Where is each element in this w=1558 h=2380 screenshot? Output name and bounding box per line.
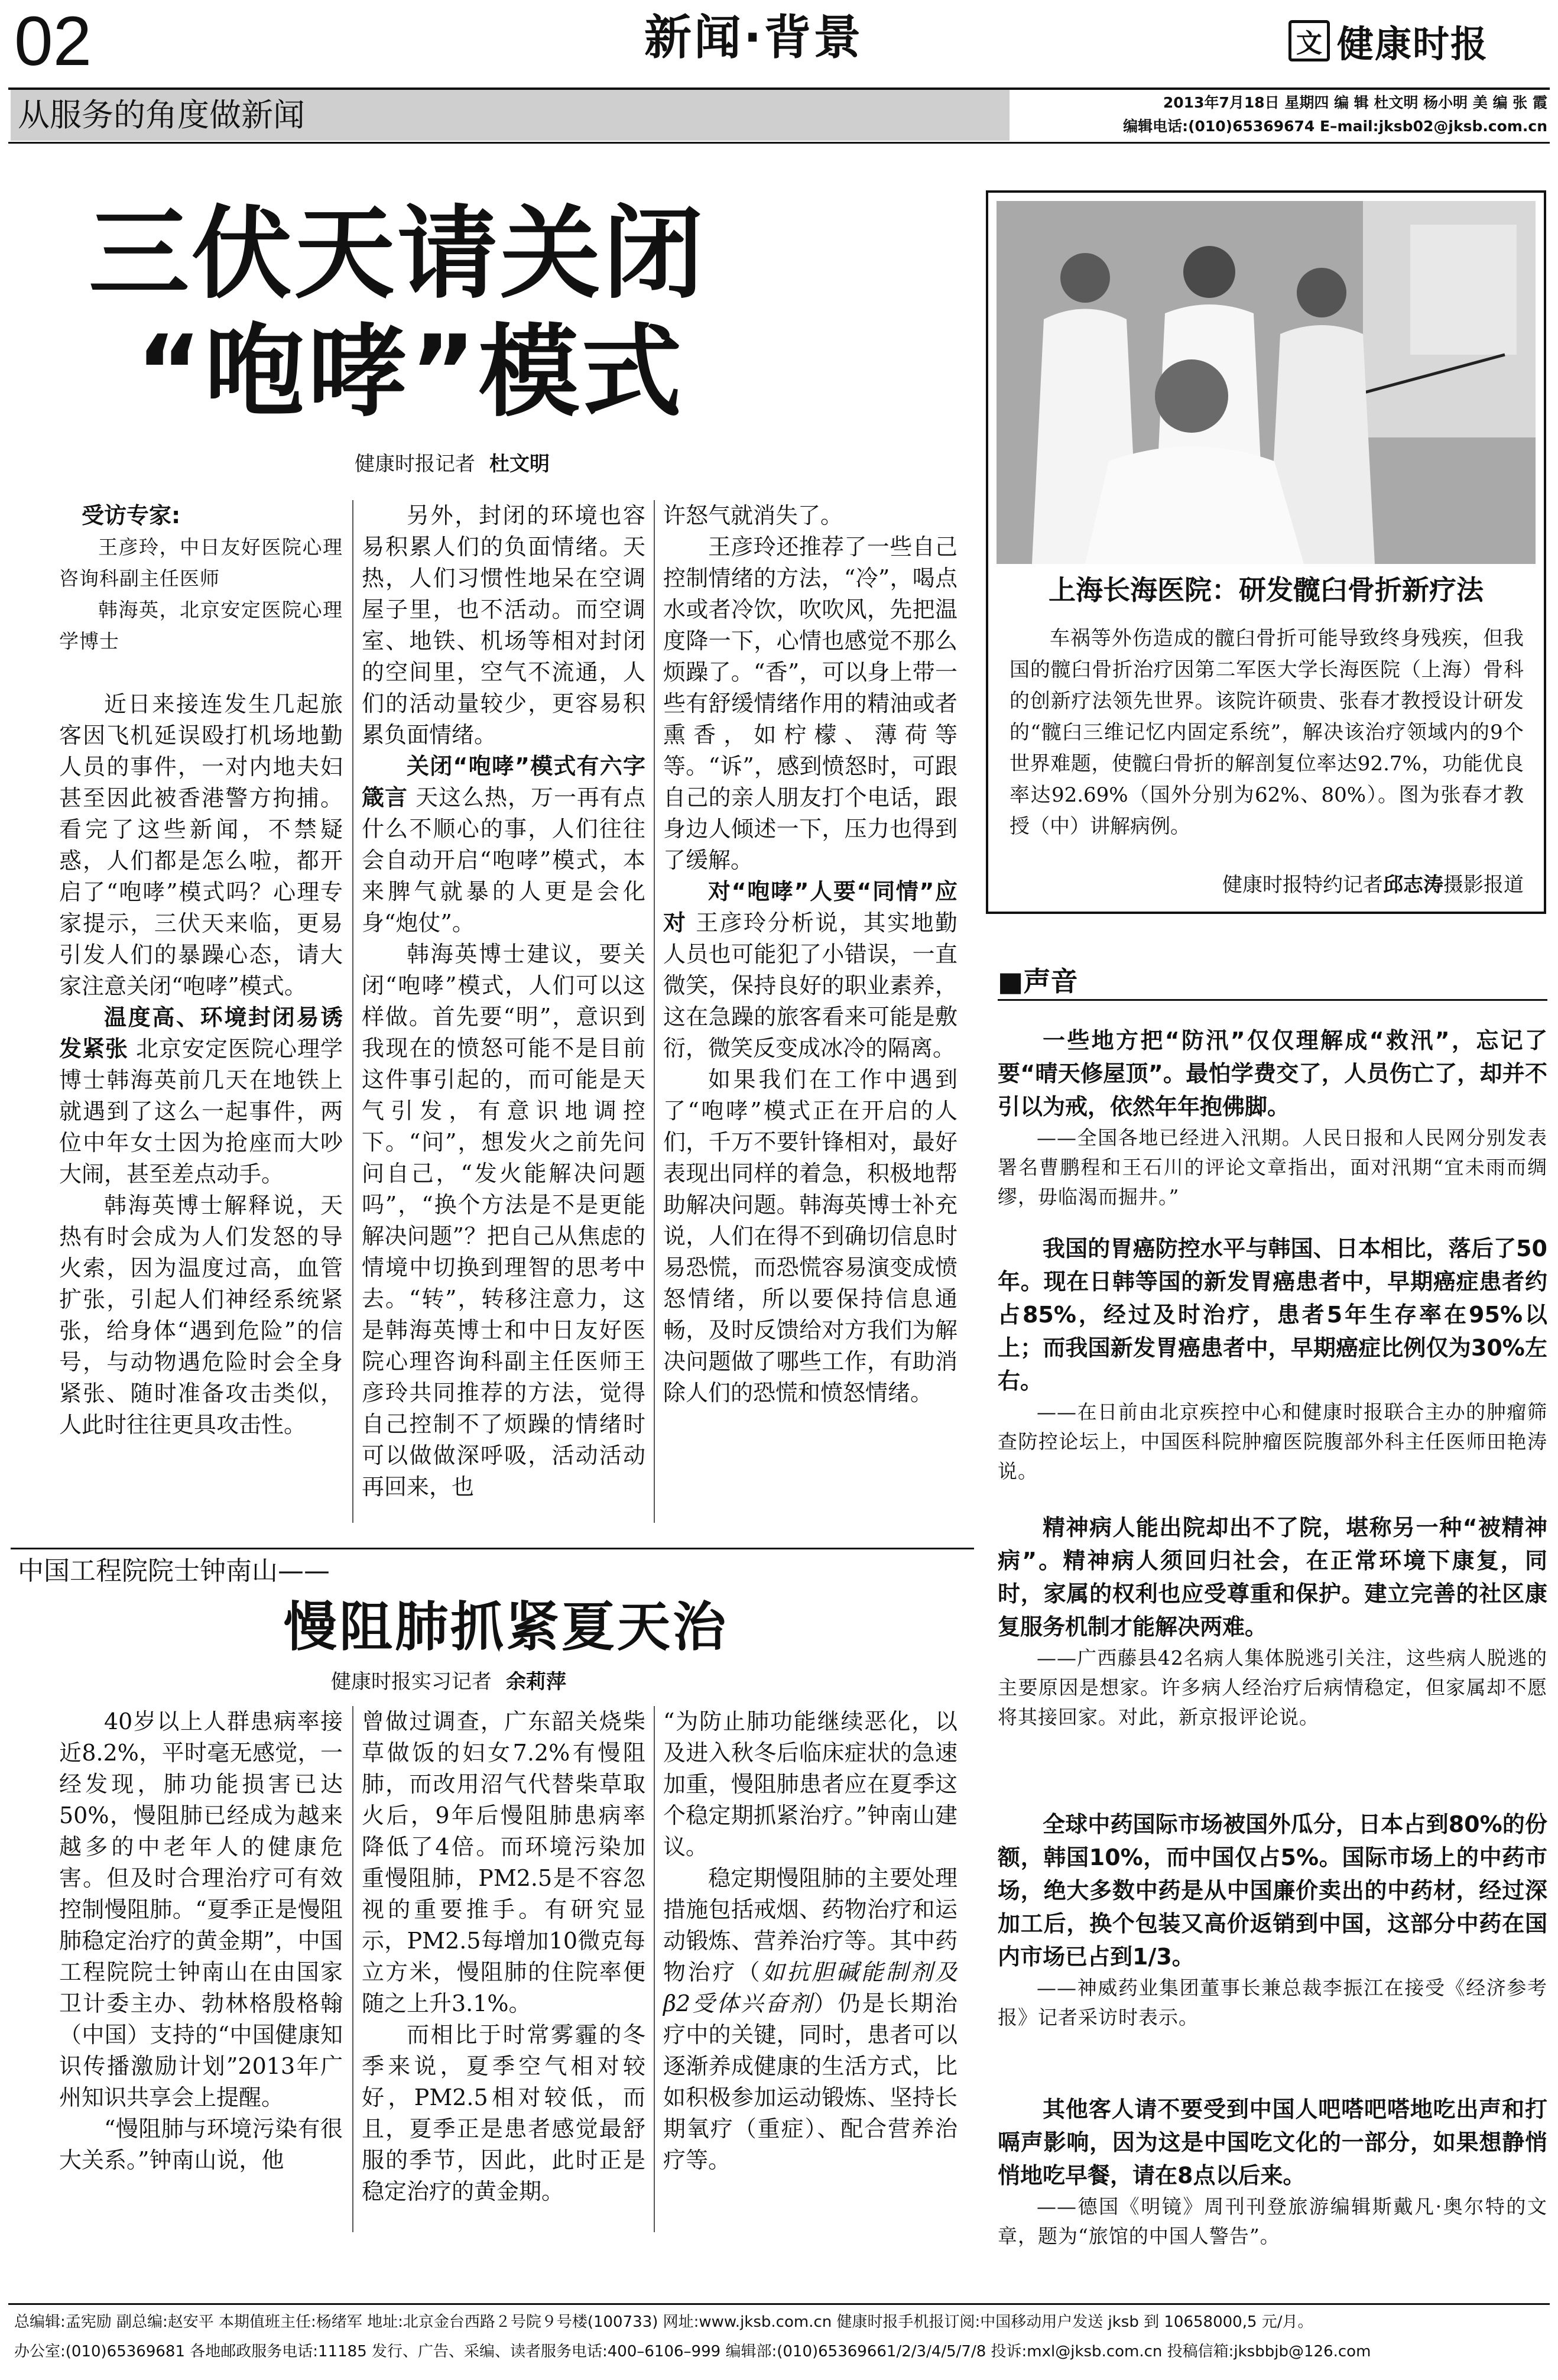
voice-source: ——广西藤县42名病人集体脱逃引关注，这些病人脱逃的主要原因是想家。许多病人经治疗后病情稳定，但家属却不愿将其接回家。对此，新京报评论说。	[998, 1646, 1547, 1729]
photo-credit-label: 健康时报特约记者	[1222, 873, 1383, 897]
article1-paragraph: 如果我们在工作中遇到了“咆哮”模式正在开启的人们，千万不要针锋相对，最好表现出同样的着急，积极地帮助解决问题。韩海英博士补充说，人们在得不到确切信息时易恐慌，而恐慌容易演变成愤怒情绪，所以要保持信息通畅，及时反馈给对方我们为解决问题做了哪些工作，有助消除人们的恐慌和愤怒情绪。	[663, 1066, 957, 1406]
article2-rule	[11, 1548, 974, 1549]
article1-paragraph: 韩海英博士解释说，天热有时会成为人们发怒的导火索，因为温度过高，血管扩张，引起人们神经系统紧张，给身体“遇到危险”的信号，与动物遇危险时会全身紧张、随时准备攻击类似，人此时往往更具攻击性。	[59, 1192, 343, 1438]
subheading: 对“咆哮”人要“同情”应对	[663, 878, 957, 936]
article2-paragraph: 而相比于时常雾霾的冬季来说，夏季空气相对较好，PM2.5相对较低，而且，夏季正是患者感觉最舒服的季节，因此，此时正是稳定治疗的黄金期。	[362, 2022, 645, 2204]
photo-credit	[1010, 870, 1524, 900]
photo-caption: 车祸等外伤造成的髋臼骨折可能导致终身残疾，但我国的髋臼骨折治疗因第二军医大学长海医院（上海）骨科的创新疗法领先世界。该院许硕贵、张春才教授设计研发的“髋臼三维记忆内固定系统”，解决该治疗领域内的9个世界难题，使髋臼骨折的解剖复位率达92.7%，功能优良率达92.69%（国外分别为62%、80%）。图为张春才教授（中）讲解病例。	[1010, 627, 1524, 838]
byline	[355, 449, 780, 479]
voice-item	[998, 2093, 1547, 2251]
subheading: 温度高、环境封闭易诱发紧张	[59, 1004, 343, 1062]
newspaper-logo	[1288, 14, 1549, 67]
voice-quote: 一些地方把“防汛”仅仅理解成“救汛”，忘记了要“晴天修屋顶”。最怕学费交了，人员伤亡了，却并不引以为戒，依然年年抱佛脚。	[998, 1027, 1547, 1120]
section-title: 新闻·背景	[644, 10, 864, 65]
article2-paragraph: 稳定期慢阻肺的主要处理措施包括戒烟、药物治疗和运动锻炼、营养治疗等。其中药物治疗（	[663, 1865, 957, 1985]
footer-rule	[8, 2303, 1550, 2305]
article1-paragraph: 天这么热，万一再有点什么不顺心的事，人们往往会自动开启“咆哮”模式，本来脾气就暴的人更是会化身“炮仗”。	[362, 784, 645, 936]
voice-quote: 精神病人能出院却出不了院，堪称另一种“被精神病”。精神病人须回归社会，在正常环境下康复，同时，家属的权利也应受尊重和保护。建立完善的社区康复服务机制才能解决两难。	[998, 1515, 1547, 1640]
byline-label: 健康时报记者	[355, 452, 475, 476]
article1-paragraph: 王彦玲还推荐了一些自己控制情绪的方法，“冷”，喝点水或者冷饮，吹吹风，先把温度降一下，心情也感觉不那么烦躁了。“香”，可以身上带一些有舒缓情绪作用的精油或者熏香，如柠檬、薄荷等等。“诉”，感到愤怒时，可跟自己的亲人朋友打个电话，跟身边人倾述一下，压力也得到了缓解。	[663, 534, 957, 873]
article1-paragraph: 许怒气就消失了。	[663, 502, 843, 528]
voice-quote: 全球中药国际市场被国外瓜分，日本占到80%的份额，韩国10%，而中国仅占5%。国际市场上的中药市场，绝大多数中药是从中国廉价卖出的中药材，经过深加工后，换个包装又高价返销到中国，这部分中药在国内市场已占到1/3。	[998, 1811, 1547, 1970]
footer-line-1: 总编辑:孟宪励 副总编:赵安平 本期值班主任:杨绪军 地址:北京金台西路２号院９号楼(100733) 网址:www.jksb.com.cn 健康时报手机报订阅:中国移动用户发送 jksb 到 10658000,5 元/月。	[14, 2313, 1313, 2331]
article1-paragraph: 另外，封闭的环境也容易积累人们的负面情绪。天热，人们习惯性地呆在空调屋子里，也不活动。而空调室、地铁、机场等相对封闭的空间里，空气不流通，人们的活动量较少，更容易积累负面情绪。	[362, 502, 645, 748]
article2-column-1	[59, 1706, 343, 2176]
voice-item	[998, 1808, 1547, 2032]
column-divider	[654, 1706, 655, 2232]
article2-byline	[331, 1667, 745, 1697]
issue-meta	[1005, 91, 1547, 138]
main-headline	[89, 195, 798, 432]
article1-paragraph: 北京安定医院心理学博士韩海英前几天在地铁上就遇到了这么一起事件，两位中年女士因为抢座而大吵大闹，甚至差点动手。	[59, 1036, 343, 1187]
photo-title: 上海长海医院：研发髋臼骨折新疗法	[1049, 574, 1484, 606]
expert-2: 韩海英，北京安定医院心理学博士	[59, 598, 343, 653]
article1-column-1	[59, 500, 343, 1441]
expert-1: 王彦玲，中日友好医院心理咨询科副主任医师	[59, 536, 343, 590]
article2-paragraph: “慢阻肺与环境污染有很大关系。”钟南山说，他	[59, 2116, 343, 2173]
doctors-photo-icon	[997, 201, 1536, 564]
footer-line-2: 办公室:(010)65369681 各地邮政服务电话:11185 发行、广告、采编、读者服务电话:400–6106–999 编辑部:(010)65369661/2/3/4/5/7/8 投诉:mxl@jksb.com.cn 投稿信箱:jksbbjb@126.com	[14, 2343, 1371, 2360]
voice-source: ——神威药业集团董事长兼总裁李振江在接受《经济参考报》记者采访时表示。	[998, 1976, 1547, 2029]
article1-paragraph: 王彦玲分析说，其实地勤人员也可能犯了小错误，一直微笑，保持良好的职业素养，这在急躁的旅客看来可能是敷衍，微笑反变成冰冷的隔离。	[663, 910, 957, 1061]
voice-source: ——在日前由北京疾控中心和健康时报联合主办的肿瘤筛查防控论坛上，中国医科院肿瘤医院腹部外科主任医师田艳涛说。	[998, 1400, 1547, 1483]
drug-examples: 如抗胆碱能制剂及β2受体兴奋剂	[663, 1959, 957, 2016]
byline-name: 余莉萍	[506, 1670, 566, 1694]
logo-text: 健康时报	[1337, 22, 1489, 66]
article2-paragraph: 40岁以上人群患病率接近8.2%，平时毫无感觉，一经发现，肺功能损害已达50%，慢阻肺已经成为越来越多的中老年人的健康危害。但及时合理治疗可有效控制慢阻肺。“夏季正是慢阻肺稳定治疗的黄金期”，中国工程院院士钟南山在由国家卫计委主办、勃林格殷格翰（中国）支持的“中国健康知识传播激励计划”2013年广州知识共享会上提醒。	[59, 1708, 343, 2110]
voice-source: ——德国《明镜》周刊刊登旅游编辑斯戴凡·奥尔特的文章，题为“旅馆的中国人警告”。	[998, 2195, 1547, 2248]
voice-item	[998, 1511, 1547, 1732]
headline-line-1: 三伏天请关闭	[89, 196, 706, 313]
article2-kicker: 中国工程院院士钟南山——	[18, 1556, 330, 1586]
page-number: 02	[14, 2, 92, 80]
article2-column-2	[362, 1706, 645, 2207]
article1-paragraph: 韩海英博士建议，要关闭“咆哮”模式，人们可以这样做。首先要“明”，意识到我现在的愤怒可能不是目前这件事引起的，而可能是天气引发，有意识地调控下。“问”，想发火之前先问问自己，“发火能解决问题吗”，“换个方法是不是更能解决问题”？把自己从焦虑的情境中切换到理智的思考中去。“转”，转移注意力，这是韩海英博士和中日友好医院心理咨询科副主任医师王彦玲共同推荐的方法，觉得自己控制不了烦躁的情绪时可以做做深呼吸，活动活动再回来，也	[362, 941, 645, 1500]
editor-contact: 编辑电话:(010)65369674 E–mail:jksb02@jksb.com.cn	[1123, 118, 1547, 135]
voice-source: ——全国各地已经进入汛期。人民日报和人民网分别发表署名曹鹏程和王石川的评论文章指出，面对汛期“宜未雨而绸缪，毋临渴而掘井。”	[998, 1126, 1547, 1208]
article2-paragraph: “为防止肺功能继续恶化，以及进入秋冬后临床症状的急速加重，慢阻肺患者应在夏季这个稳定期抓紧治疗。”钟南山建议。	[663, 1708, 957, 1860]
slogan-bar: 从服务的角度做新闻	[11, 90, 1010, 141]
header-bottom-rule	[8, 142, 1550, 144]
voice-item	[998, 1024, 1547, 1212]
voices-heading: ■声音	[998, 964, 1547, 1001]
article2-headline: 慢阻肺抓紧夏天治	[284, 1596, 728, 1658]
voice-item	[998, 1232, 1547, 1486]
article2-paragraph: 曾做过调查，广东韶关烧柴草做饭的妇女7.2%有慢阻肺，而改用沼气代替柴草取火后，9年后慢阻肺患病率降低了4倍。而环境污染加重慢阻肺，PM2.5是不容忽视的重要推手。有研究显示，PM2.5每增加10微克每立方米，慢阻肺的住院率便随之上升3.1%。	[362, 1708, 645, 2016]
voice-quote: 其他客人请不要受到中国人吧嗒吧嗒地吃出声和打嗝声影响，因为这是中国吃文化的一部分，如果想静悄悄地吃早餐，请在8点以后来。	[998, 2096, 1547, 2188]
column-divider	[352, 500, 353, 1523]
headline-line-2: “咆哮”模式	[136, 314, 684, 431]
article2-paragraph: ）仍是长期治疗中的关键，同时，患者可以逐渐养成健康的生活方式，比如积极参加运动锻炼、坚持长期氧疗（重症）、配合营养治疗等。	[663, 1990, 957, 2173]
voice-quote: 我国的胃癌防控水平与韩国、日本相比，落后了50年。现在日韩等国的新发胃癌患者中，早期癌症患者约占85%，经过及时治疗，患者5年生存率在95%以上；而我国新发胃癌患者中，早期癌症比例仅为30%左右。	[998, 1236, 1547, 1394]
article1-column-2	[362, 500, 645, 1503]
column-divider	[352, 1706, 353, 2232]
photo-news-box	[986, 190, 1546, 914]
byline-label: 健康时报实习记者	[331, 1670, 492, 1694]
photo-credit-suffix: 摄影报道	[1443, 873, 1524, 897]
byline-name: 杜文明	[489, 452, 550, 476]
logo-mark-icon: 文	[1288, 20, 1330, 61]
article2-column-3	[663, 1706, 957, 2176]
issue-date-editors: 2013年7月18日 星期四 编 辑 杜文明 杨小明 美 编 张 霞	[1163, 94, 1547, 111]
subheading: 关闭“咆哮”模式有六字箴言	[362, 753, 645, 810]
article1-paragraph: 近日来接连发生几起旅客因飞机延误殴打机场地勤人员的事件，一对内地夫妇甚至因此被香港警方拘捕。看完了这些新闻，不禁疑惑，人们都是怎么啦，都开启了“咆哮”模式吗？心理专家提示，三伏天来临，更易引发人们的暴躁心态，请大家注意关闭“咆哮”模式。	[59, 691, 343, 999]
photo-credit-name: 邱志涛	[1383, 873, 1443, 897]
column-divider	[654, 500, 655, 1523]
experts-title: 受访专家:	[82, 502, 181, 528]
article1-column-3	[663, 500, 957, 1409]
